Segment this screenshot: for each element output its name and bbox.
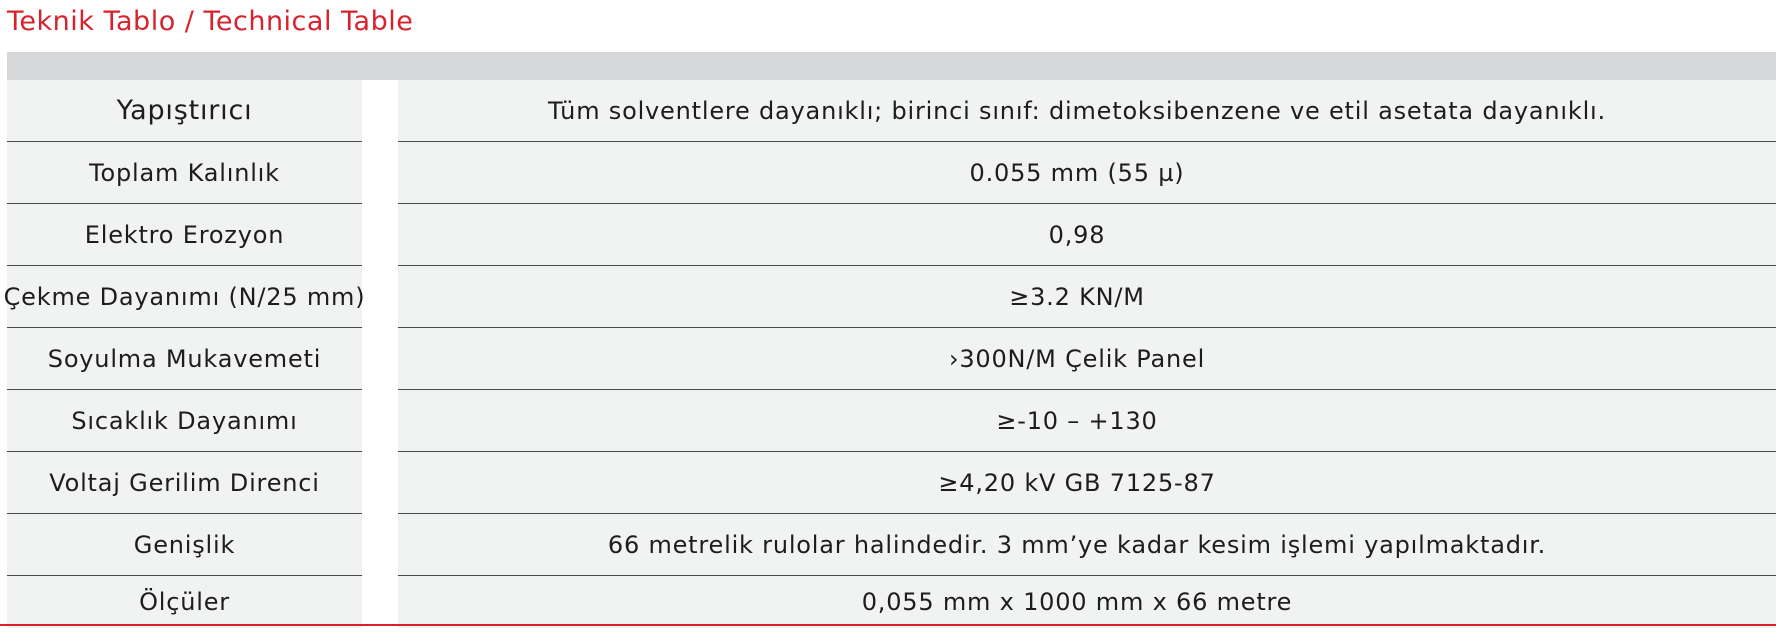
row-value-peel-strength: ›300N/M Çelik Panel	[398, 328, 1776, 390]
row-value-tensile-strength: ≥3.2 KN/M	[398, 266, 1776, 328]
table-row	[7, 514, 1776, 576]
row-value-total-thickness: 0.055 mm (55 µ)	[398, 142, 1776, 204]
row-label-width: Genişlik	[7, 514, 362, 576]
row-label-temperature-resistance: Sıcaklık Dayanımı	[7, 390, 362, 452]
table-row	[7, 204, 1776, 266]
bottom-divider	[0, 624, 1776, 626]
row-value-temperature-resistance: ≥-10 – +130	[398, 390, 1776, 452]
row-label-adhesive: Yapıştırıcı	[7, 80, 362, 142]
row-label-electro-erosion: Elektro Erozyon	[7, 204, 362, 266]
row-label-tensile-strength: Çekme Dayanımı (N/25 mm)	[7, 266, 362, 328]
row-label-voltage-resistance: Voltaj Gerilim Direnci	[7, 452, 362, 514]
row-label-peel-strength: Soyulma Mukavemeti	[7, 328, 362, 390]
page-title: Teknik Tablo / Technical Table	[7, 6, 414, 37]
row-value-electro-erosion: 0,98	[398, 204, 1776, 266]
row-value-width: 66 metrelik rulolar halindedir. 3 mm’ye kadar kesim işlemi yapılmaktadır.	[398, 514, 1776, 576]
table-row	[7, 142, 1776, 204]
row-value-dimensions: 0,055 mm x 1000 mm x 66 metre	[398, 576, 1776, 628]
row-label-dimensions: Ölçüler	[7, 576, 362, 628]
row-value-voltage-resistance: ≥4,20 kV GB 7125-87	[398, 452, 1776, 514]
technical-table	[3, 80, 1776, 628]
table-header-bar	[7, 52, 1776, 80]
table-row	[7, 576, 1776, 628]
row-label-total-thickness: Toplam Kalınlık	[7, 142, 362, 204]
table-row	[7, 452, 1776, 514]
table-row	[7, 80, 1776, 142]
row-value-adhesive: Tüm solventlere dayanıklı; birinci sınıf: dimetoksibenzene ve etil asetata dayanıklı.	[398, 80, 1776, 142]
table-row	[7, 390, 1776, 452]
table-row	[7, 328, 1776, 390]
table-row	[3, 266, 1776, 328]
